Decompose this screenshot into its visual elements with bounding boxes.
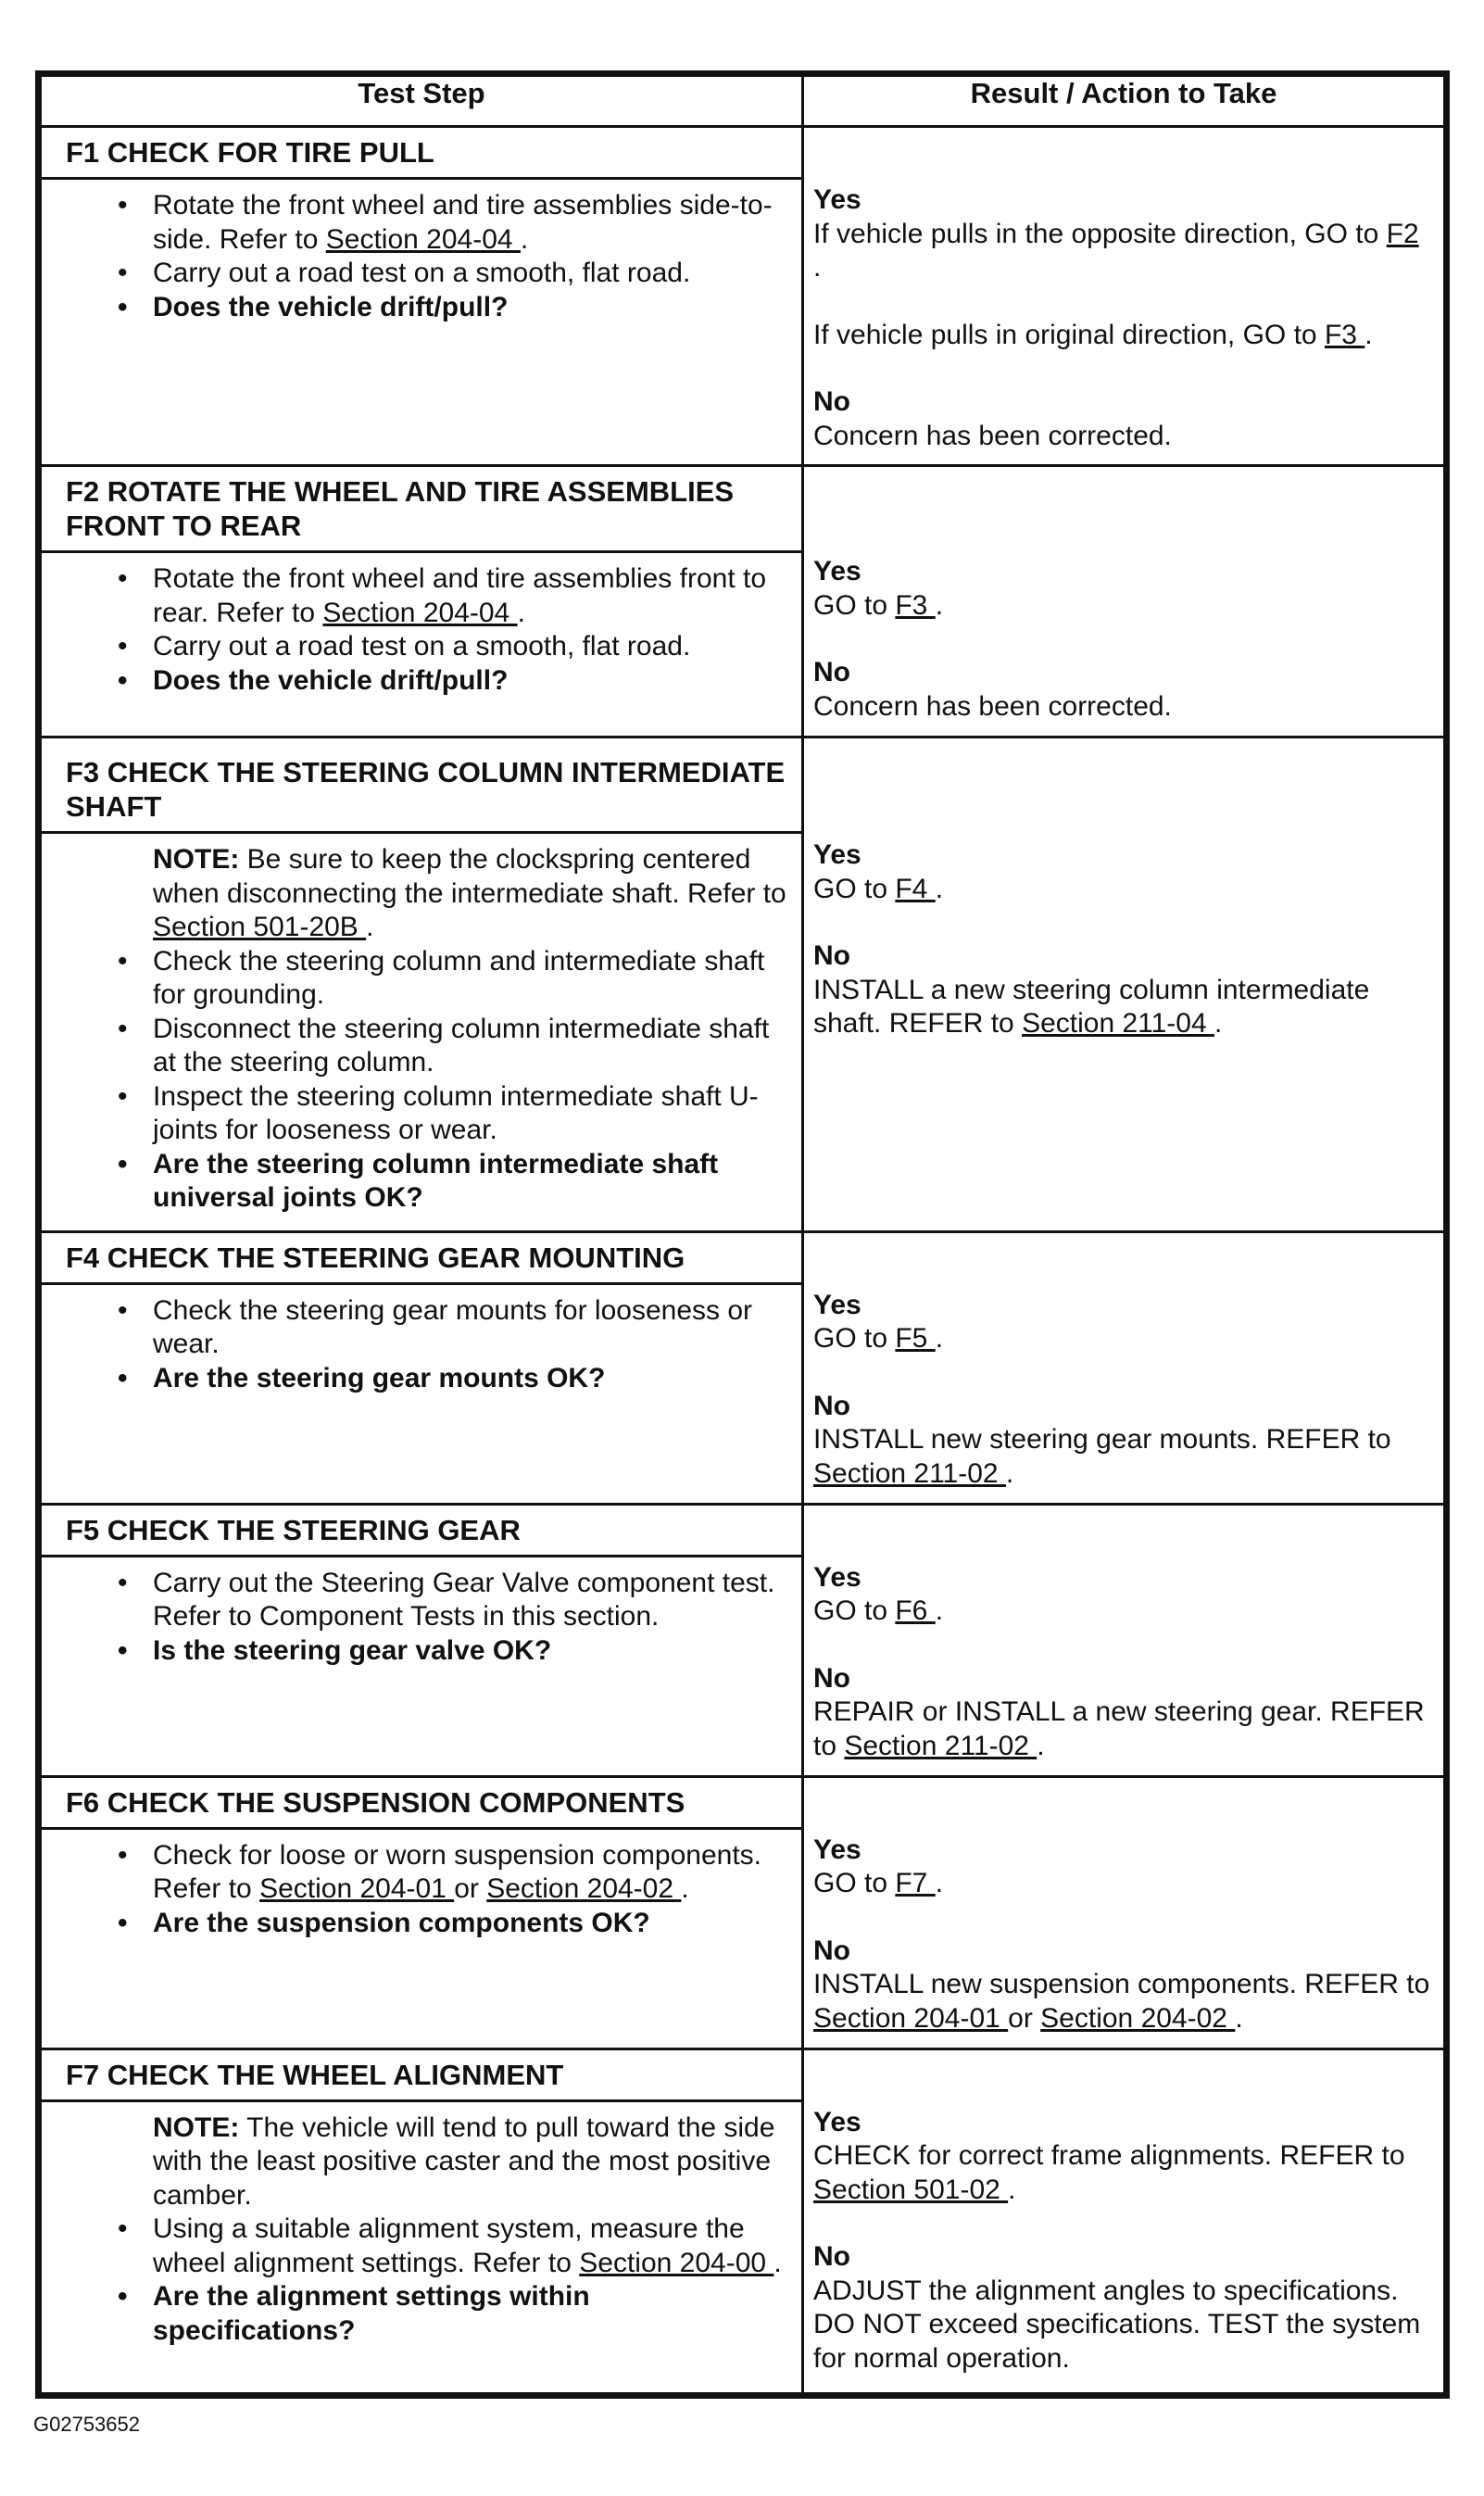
table-row [41, 1776, 1445, 2048]
step-title: F1 CHECK FOR TIRE PULL [42, 128, 801, 180]
table-row [41, 127, 1445, 466]
test-step-cell [41, 1776, 803, 2048]
step-body [42, 834, 801, 1230]
diagnostic-table [39, 74, 1446, 2395]
yes-label: Yes [813, 1289, 861, 1320]
step-instruction: • Check for loose or worn suspension components. Refer to Section 204-01 or Section 204-02 . [153, 1839, 792, 1907]
yes-action: GO to F3 . [813, 589, 944, 621]
note-label: NOTE: [153, 844, 240, 875]
step-title: F5 CHECK THE STEERING GEAR [42, 1506, 801, 1557]
no-action: INSTALL a new steering column intermediate shaft. REFER to Section 211-04 . [813, 974, 1370, 1039]
yes-label: Yes [813, 1561, 861, 1593]
yes-action: If vehicle pulls in the opposite direction, GO to F2 . [813, 218, 1419, 283]
result-cell [803, 737, 1445, 1232]
section-link[interactable]: Section 501-02 [813, 2174, 1009, 2205]
step-title: F6 CHECK THE SUSPENSION COMPONENTS [42, 1778, 801, 1830]
result-cell [803, 1504, 1445, 1776]
section-link[interactable]: Section 204-01 [259, 1873, 455, 1904]
step-note: NOTE: Be sure to keep the clockspring centered when disconnecting the intermediate shaft. Refer to Section 501-20B . [153, 844, 786, 942]
no-action: REPAIR or INSTALL a new steering gear. REFER to Section 211-02 . [813, 1696, 1425, 1761]
table-row [41, 2048, 1445, 2393]
step-body [42, 1830, 801, 1956]
step-body [42, 180, 801, 339]
section-link[interactable]: Section 211-02 [813, 1457, 1006, 1489]
yes-action: GO to F5 . [813, 1323, 944, 1354]
yes-action-alt: If vehicle pulls in original direction, GO to F3 . [813, 319, 1373, 350]
test-step-cell [41, 466, 803, 737]
table-row [41, 737, 1445, 1232]
no-label: No [813, 2241, 850, 2272]
column-header-test-step: Test Step [41, 76, 803, 127]
result-cell [803, 127, 1445, 466]
step-title: F4 CHECK THE STEERING GEAR MOUNTING [42, 1233, 801, 1285]
yes-label: Yes [813, 184, 861, 215]
step-question: • Are the steering gear mounts OK? [153, 1362, 792, 1396]
yes-label: Yes [813, 839, 861, 870]
goto-link[interactable]: F3 [1324, 319, 1365, 350]
step-instruction: • Check the steering gear mounts for looseness or wear. [153, 1294, 792, 1362]
step-instruction: • Rotate the front wheel and tire assemblies side-to-side. Refer to Section 204-04 . [153, 189, 792, 257]
no-action: ADJUST the alignment angles to specifications. DO NOT exceed specifications. TEST the system for normal operation. [813, 2275, 1421, 2374]
section-link[interactable]: Section 204-04 [325, 223, 521, 255]
no-label: No [813, 1662, 850, 1694]
section-link[interactable]: Section 204-02 [1040, 2002, 1236, 2034]
step-instruction: • Carry out the Steering Gear Valve component test. Refer to Component Tests in this section. [153, 1567, 792, 1634]
goto-link[interactable]: F7 [895, 1868, 936, 1898]
figure-id: G02753652 [33, 2413, 140, 2436]
test-step-cell [41, 127, 803, 466]
step-question: • Are the alignment settings within specifications? [153, 2280, 792, 2348]
goto-link[interactable]: F2 [1386, 218, 1419, 249]
yes-label: Yes [813, 2106, 861, 2137]
step-instruction: • Rotate the front wheel and tire assemblies front to rear. Refer to Section 204-04 . [153, 562, 792, 630]
step-instruction: • Carry out a road test on a smooth, flat road. [153, 257, 792, 291]
section-link[interactable]: Section 204-02 [486, 1873, 682, 1904]
no-action: INSTALL new steering gear mounts. REFER to Section 211-02 . [813, 1424, 1391, 1489]
step-title: F3 CHECK THE STEERING COLUMN INTERMEDIATE SHAFT [42, 738, 801, 834]
no-action: Concern has been corrected. [813, 420, 1172, 451]
result-cell [803, 1776, 1445, 2048]
yes-action: GO to F4 . [813, 873, 944, 904]
note-label: NOTE: [153, 2112, 240, 2143]
no-action: INSTALL new suspension components. REFER to Section 204-01 or Section 204-02 . [813, 1969, 1430, 2034]
step-body [42, 1285, 801, 1411]
goto-link[interactable]: F3 [895, 589, 936, 621]
goto-link[interactable]: F6 [895, 1595, 936, 1626]
no-label: No [813, 940, 850, 971]
section-link[interactable]: Section 211-04 [1022, 1008, 1214, 1039]
section-link[interactable]: Section 204-04 [322, 597, 518, 628]
goto-link[interactable]: F4 [895, 873, 936, 904]
no-action: Concern has been corrected. [813, 690, 1172, 722]
step-title: F7 CHECK THE WHEEL ALIGNMENT [42, 2050, 801, 2102]
section-link[interactable]: Section 211-02 [844, 1730, 1038, 1761]
test-step-cell [41, 2048, 803, 2393]
step-instruction: • Using a suitable alignment system, measure the wheel alignment settings. Refer to Section 204-00 . [153, 2212, 792, 2280]
step-body [42, 553, 801, 712]
test-step-cell [41, 1504, 803, 1776]
yes-action: CHECK for correct frame alignments. REFER to Section 501-02 . [813, 2140, 1405, 2205]
step-note: NOTE: The vehicle will tend to pull toward the side with the least positive caster and the most positive camber. [153, 2112, 775, 2211]
table-row [41, 466, 1445, 737]
yes-action: GO to F6 . [813, 1595, 944, 1626]
no-label: No [813, 1935, 850, 1966]
step-instruction: • Inspect the steering column intermediate shaft U-joints for looseness or wear. [153, 1080, 792, 1148]
no-label: No [813, 657, 850, 687]
table-header-row [41, 76, 1445, 127]
section-link[interactable]: Section 204-01 [813, 2002, 1009, 2034]
step-question: • Is the steering gear valve OK? [153, 1634, 792, 1669]
no-label: No [813, 386, 850, 417]
section-link[interactable]: Section 501-20B [153, 912, 367, 942]
yes-label: Yes [813, 556, 861, 586]
step-instruction: • Disconnect the steering column intermediate shaft at the steering column. [153, 1013, 792, 1080]
step-body [42, 1557, 801, 1683]
no-label: No [813, 1390, 850, 1421]
diagnostic-table-frame [35, 70, 1450, 2399]
result-cell [803, 466, 1445, 737]
test-step-cell [41, 1231, 803, 1504]
step-question: • Does the vehicle drift/pull? [153, 664, 792, 699]
column-header-result: Result / Action to Take [803, 76, 1445, 127]
test-step-cell [41, 737, 803, 1232]
goto-link[interactable]: F5 [895, 1323, 936, 1354]
step-question: • Are the steering column intermediate shaft universal joints OK? [153, 1148, 792, 1216]
step-question: • Are the suspension components OK? [153, 1907, 792, 1941]
step-question: • Does the vehicle drift/pull? [153, 291, 792, 325]
result-cell [803, 1231, 1445, 1504]
step-title: F2 ROTATE THE WHEEL AND TIRE ASSEMBLIES FRONT TO REAR [42, 467, 801, 553]
step-instruction: • Check the steering column and intermediate shaft for grounding. [153, 945, 792, 1013]
result-cell [803, 2048, 1445, 2393]
table-row [41, 1231, 1445, 1504]
table-row [41, 1504, 1445, 1776]
section-link[interactable]: Section 204-00 [579, 2247, 774, 2278]
yes-label: Yes [813, 1834, 861, 1865]
yes-action: GO to F7 . [813, 1868, 944, 1898]
step-body [42, 2102, 801, 2364]
step-instruction: • Carry out a road test on a smooth, flat road. [153, 630, 792, 664]
